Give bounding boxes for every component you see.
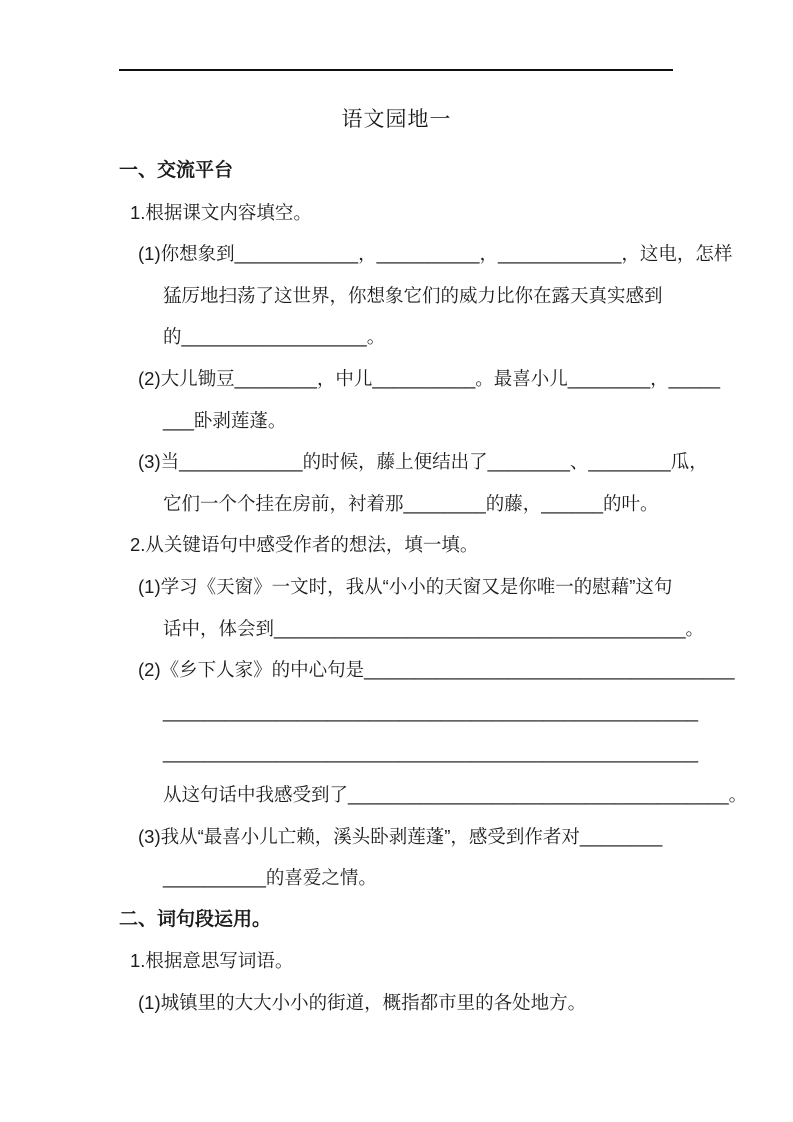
section-1-heading: 一、交流平台	[119, 160, 234, 181]
text-line: (1)学习《天窗》一文时，我从“小小的天窗又是你唯一的慰藉”这句	[138, 575, 673, 597]
fill-blank-line: ____________________________________________________	[163, 742, 699, 764]
text-line: 1.根据课文内容填空。	[130, 201, 312, 223]
text-line: 2.从关键语句中感受作者的想法，填一填。	[130, 534, 479, 556]
fill-blank-line: (2)大儿锄豆________，中儿__________。最喜小儿________，_____	[138, 367, 721, 389]
fill-blank-line: ___卧剥莲蓬。	[163, 409, 287, 431]
fill-blank-line: 话中，体会到________________________________________。	[163, 617, 705, 639]
worksheet-body	[119, 150, 748, 1023]
text-line: 猛厉地扫荡了这世界，你想象它们的威力比你在露天真实感到	[163, 284, 663, 306]
fill-blank-line: 从这句话中我感受到了_____________________________________。	[163, 783, 748, 805]
text-line: (1)城镇里的大大小小的街道，概指都市里的各处地方。	[138, 991, 587, 1013]
fill-blank-line: ____________________________________________________	[163, 700, 699, 722]
fill-blank-line: 它们一个个挂在房前，衬着那________的藤，______的叶。	[163, 492, 659, 514]
text-line: 1.根据意思写词语。	[130, 950, 294, 972]
page-title: 语文园地一	[341, 108, 452, 131]
fill-blank-line: (3)当____________的时候，藤上便结出了________、________瓜，	[138, 451, 708, 473]
horizontal-divider	[119, 69, 673, 71]
fill-blank-line: (3)我从“最喜小儿亡赖，溪头卧剥莲蓬”，感受到作者对________	[138, 825, 663, 847]
fill-blank-line: (2)《乡下人家》的中心句是____________________________________	[138, 659, 735, 681]
fill-blank-line: __________的喜爱之情。	[163, 867, 377, 889]
section-2-heading: 二、词句段运用。	[119, 908, 272, 930]
fill-blank-line: 的__________________。	[163, 326, 386, 348]
fill-blank-line: (1)你想象到____________，__________，____________，这电，怎样	[138, 243, 733, 265]
